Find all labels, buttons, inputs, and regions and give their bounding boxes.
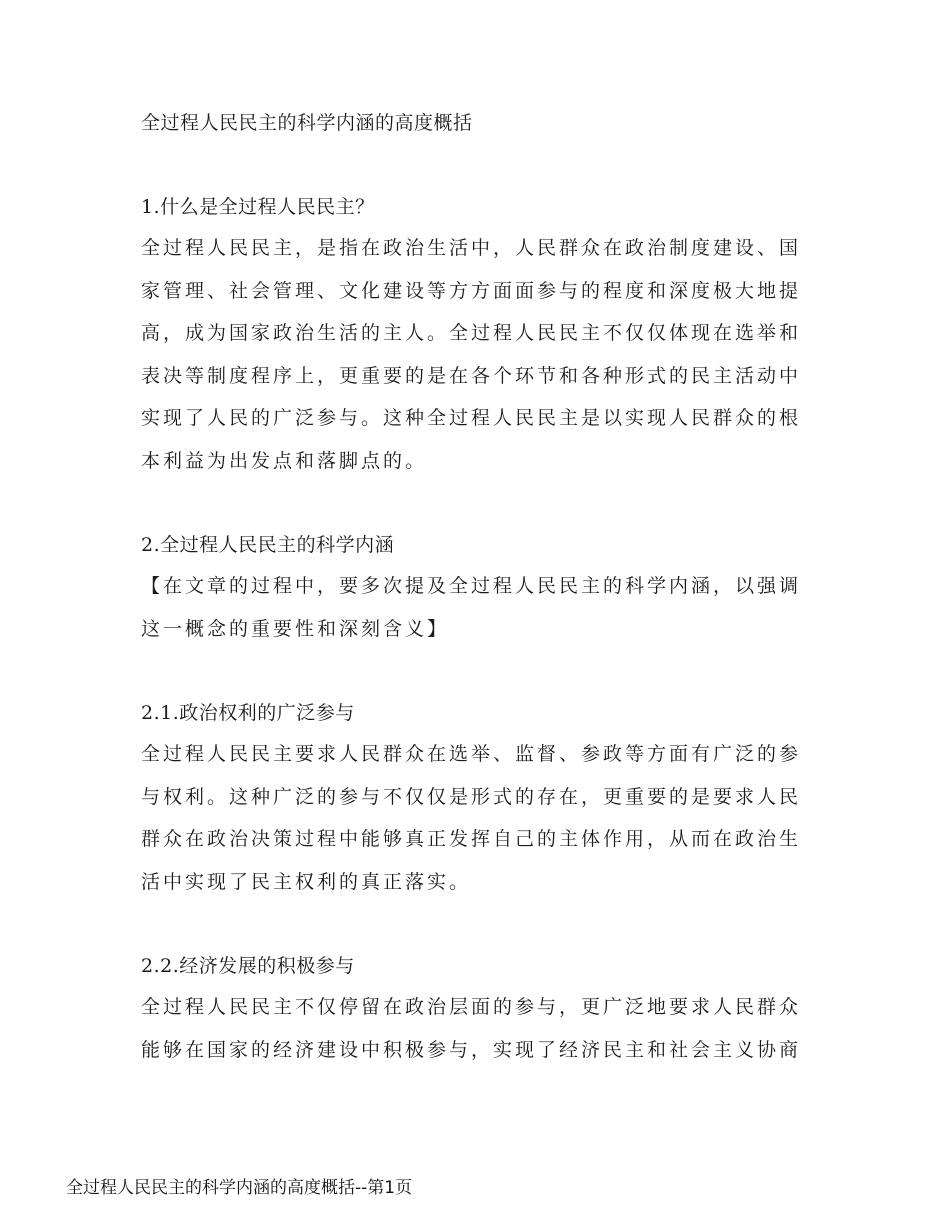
section-scientific-connotation [141,525,801,650]
section-heading: 1.什么是全过程人民民主？ [141,196,375,218]
section-political-rights [141,693,801,903]
section-heading: 2.1.政治权利的广泛参与 [141,702,355,724]
page-footer: 全过程人民民主的科学内涵的高度概括--第1页 [66,1178,413,1198]
document-body [141,103,801,1114]
section-paragraph: 全过程人民民主不仅停留在政治层面的参与，更广泛地要求人民群众能够在国家的经济建设中积极参与，实现了经济民主和社会主义协商 [141,996,802,1061]
section-paragraph: 全过程人民民主，是指在政治生活中，人民群众在政治制度建设、国家管理、社会管理、文化建设等方方面面参与的程度和深度极大地提高，成为国家政治生活的主人。全过程人民民主不仅仅体现在选举和表决等制度程序上，更重要的是在各个环节和各种形式的民主活动中实现了人民的广泛参与。这种全过程人民民主是以实现人民群众的根本利益为出发点和落脚点的。 [141,237,802,472]
document-title: 全过程人民民主的科学内涵的高度概括 [141,112,473,134]
section-paragraph: 全过程人民民主要求人民群众在选举、监督、参政等方面有广泛的参与权利。这种广泛的参与不仅仅是形式的存在，更重要的是要求人民群众在政治决策过程中能够真正发挥自己的主体作用，从而在政治生活中实现了民主权利的真正落实。 [141,743,802,893]
section-heading: 2.全过程人民民主的科学内涵 [141,534,395,556]
section-economic-participation [141,946,801,1071]
section-paragraph: 【在文章的过程中，要多次提及全过程人民民主的科学内涵，以强调这一概念的重要性和深刻含义】 [141,575,802,640]
section-what-is [141,187,801,482]
section-heading: 2.2.经济发展的积极参与 [141,955,355,977]
